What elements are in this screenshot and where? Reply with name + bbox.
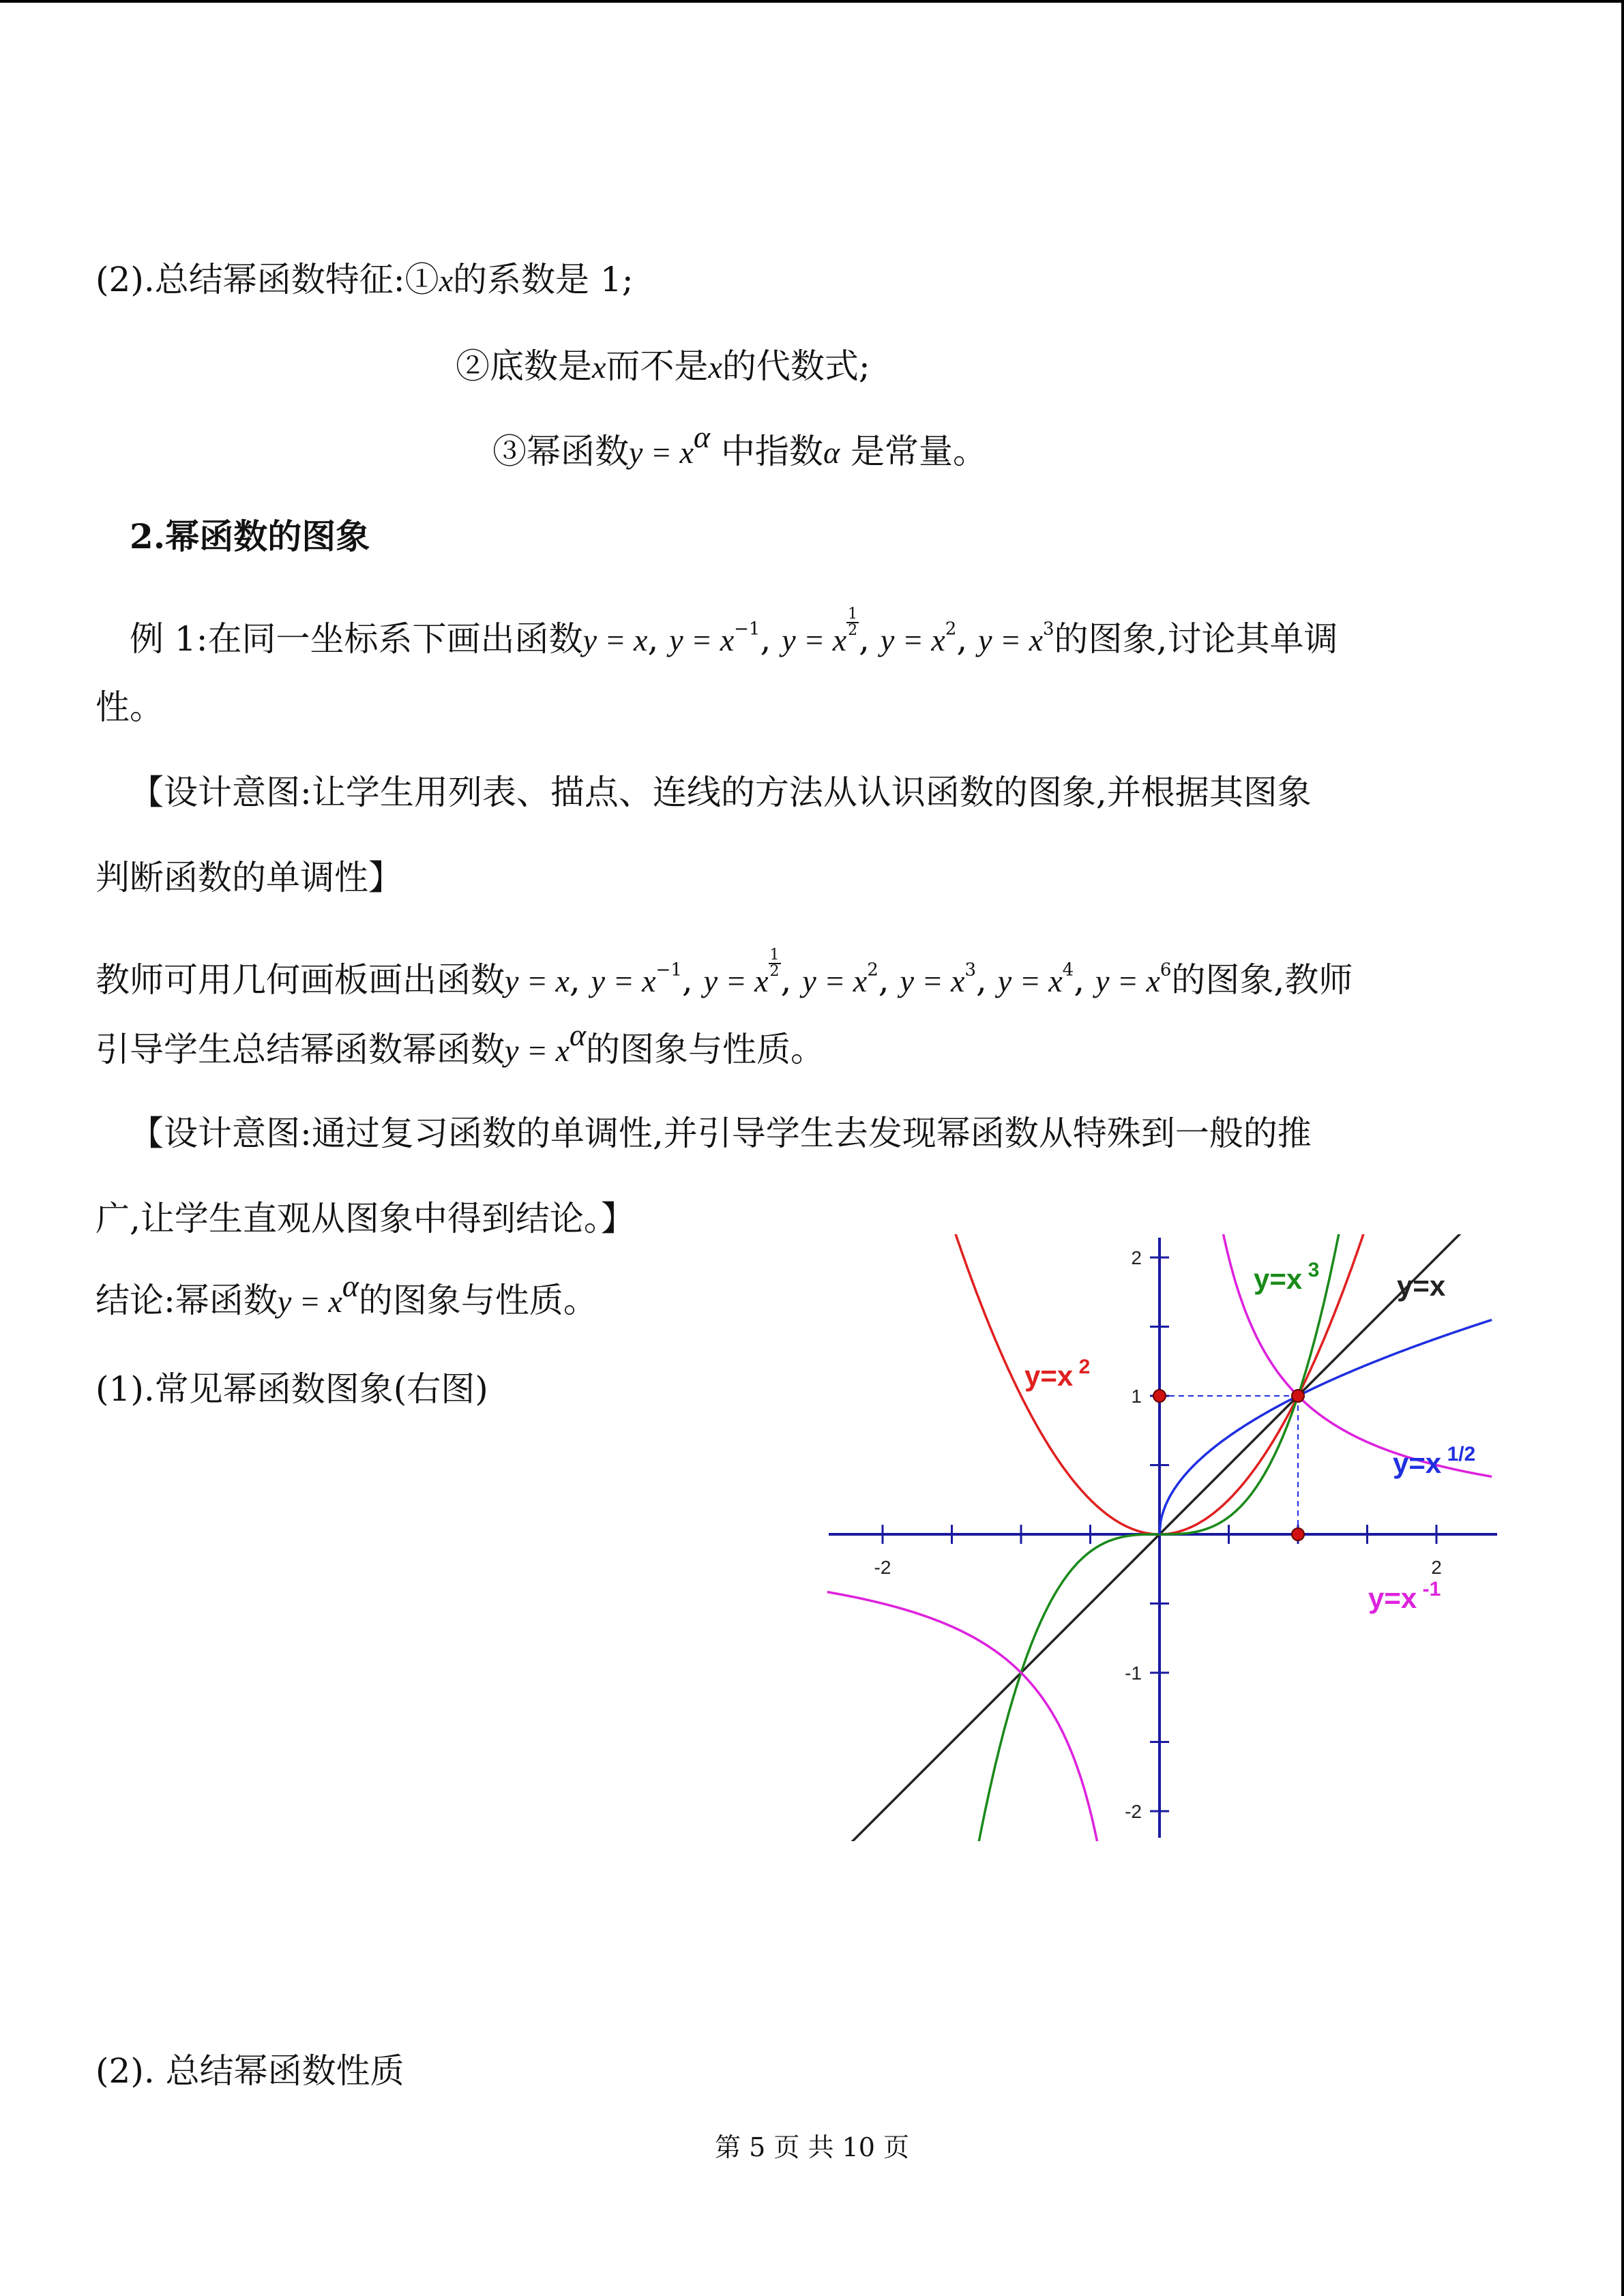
right-border (1621, 0, 1624, 2296)
example-1-cont: 性。 (95, 687, 164, 727)
y-tick-label: 1 (1131, 1386, 1142, 1407)
summary-line: (2). 总结幂函数性质 (95, 2051, 404, 2091)
graph-canvas (825, 1234, 1501, 1841)
feature-line-3: ③幂函数$y = x^\alpha$ 中指数α 是常量。 (492, 419, 987, 471)
teacher-line: 教师可用几何画板画出函数y = x, $y = x^{-1}$, y = x $\frac{1}{2}$ , $y = x^2$, $y = x^3$, $y = x^4$, $y = x^6$的图象,教师 (95, 946, 1353, 1000)
curve-label-sqrt: y=x $^{1/2}$ (1393, 1443, 1476, 1479)
x-tick-label: -2 (874, 1557, 891, 1578)
feature-line-1: (2).总结幂函数特征:①x的系数是 1; (95, 260, 634, 299)
curve-label-cube: y=x $^3$ (1254, 1259, 1320, 1295)
design-intent-2b: 广,让学生直观从图象中得到结论。】 (95, 1199, 635, 1238)
section-heading: 2.幂函数的图象 (130, 516, 370, 556)
curve-label-identity: y=x (1397, 1270, 1446, 1302)
half-exponent: $\frac{1}{2}$ (848, 606, 858, 639)
marked-point (1292, 1390, 1304, 1402)
design-intent-2a: 【设计意图:通过复习函数的单调性,并引导学生去发现幂函数从特殊到一般的推 (130, 1114, 1312, 1153)
common-graphs-line: (1).常见幂函数图象(右图) (95, 1369, 488, 1409)
page-footer: 第 5 页 共 10 页 (715, 2132, 909, 2162)
feature-line-2: ②底数是x而不是x的代数式; (456, 346, 870, 386)
y-tick-label: 2 (1131, 1247, 1142, 1268)
design-intent-1b: 判断函数的单调性】 (95, 858, 402, 897)
y-tick-label: -2 (1125, 1801, 1142, 1822)
marked-point (1153, 1390, 1166, 1402)
curve-label-square: y=x $^2$ (1024, 1356, 1091, 1392)
conclusion-line: 结论:幂函数$y = x^\alpha$的图象与性质。 (95, 1268, 597, 1320)
design-intent-1a: 【设计意图:让学生用列表、描点、连线的方法从认识函数的图象,并根据其图象 (130, 773, 1312, 812)
example-1: 例 1:在同一坐标系下画出函数y = x, $y = x^{-1}$, y = x $\frac{1}{2}$ , $y = x^2$, $y = x^3$的图象,讨论其单调 (130, 606, 1338, 659)
marked-point (1292, 1528, 1304, 1540)
curve-sqrt (1160, 1320, 1492, 1535)
guide-line: 引导学生总结幂函数幂函数$y = x^\alpha$的图象与性质。 (95, 1017, 825, 1069)
power-function-graph (825, 1234, 1501, 1841)
y-tick-label: -1 (1125, 1663, 1142, 1684)
top-border (0, 0, 1624, 3)
curve-label-recip: y=x $^{-1}$ (1368, 1578, 1441, 1614)
x-tick-label: 2 (1431, 1557, 1442, 1578)
